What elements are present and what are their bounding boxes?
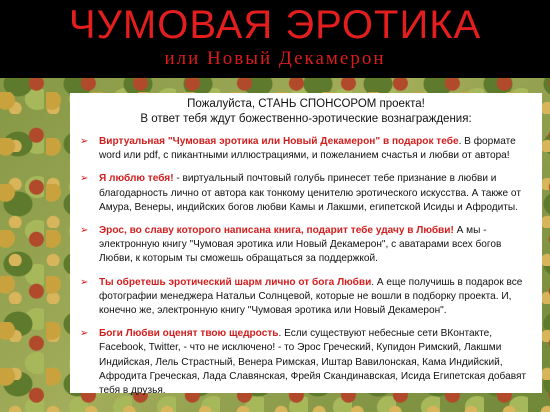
- reward-item-4: [80, 276, 536, 319]
- reward-highlight: Эрос, во славу которого написана книга, подарит тебе удачу в Любви!: [99, 225, 454, 237]
- header-banner: [0, 0, 550, 78]
- bullet-arrow-icon: ➢: [80, 328, 89, 340]
- reward-item-1: [80, 135, 536, 163]
- reward-highlight: Я люблю тебя!: [99, 173, 174, 185]
- content-panel: [70, 93, 542, 397]
- reward-highlight: Боги Любви оценят твою щедрость: [99, 328, 279, 340]
- reward-text: А мы - электронную книгу "Чумовая эротика или Новый Декамерон", с аватарами всех богов Любви, к которым ты сможешь обращаться за поддержкой.: [99, 225, 502, 265]
- reward-list: [80, 135, 536, 407]
- reward-item-2: [80, 172, 536, 215]
- reward-highlight: Виртуальная "Чумовая эротика или Новый Декамерон" в подарок тебе: [99, 136, 459, 147]
- reward-highlight: Ты обретешь эротический шарм лично от бога Любви: [99, 276, 372, 288]
- intro-line-2: В ответ тебя ждут божественно-эротические вознаграждения:: [140, 113, 472, 125]
- bullet-arrow-icon: ➢: [80, 136, 89, 147]
- intro-line-1: Пожалуйста, СТАНЬ СПОНСОРОМ проекта!: [187, 98, 425, 110]
- reward-text: - виртуальный почтовый голубь принесет тебе признание в любви и благодарность лично от автора как тонкому ценителю эротического искусства. А также от Амура, Венеры, индийских богов любви Камы и Лакшми, египетской Исиды и Афродиты.: [99, 173, 521, 213]
- reward-text: . В формате word или pdf, с пикантными иллюстрациями, и пожеланием счастья и любви от автора!: [99, 136, 516, 162]
- reward-item-5: [80, 327, 536, 398]
- reward-item-3: [80, 224, 536, 267]
- bullet-arrow-icon: ➢: [80, 225, 89, 237]
- reward-text: . Если существуют небесные сети ВКонтакте, Facebook, Twitter, - что не исключено! - то Эрос Греческий, Купидон Римский, Лакшми Индийская, Лель Страстный, Венера Римская, Иштар Вавилонская, Кама Индийский, Афродита Греческая, Лада Славянская, Фрейя Скандинавская, Исида Египетская добавят тебя в друзья.: [99, 328, 527, 397]
- slide-subtitle: или Новый Декамерон: [164, 48, 386, 69]
- slide-title: ЧУМОВАЯ ЭРОТИКА: [68, 3, 482, 47]
- bullet-arrow-icon: ➢: [80, 276, 89, 288]
- intro-text: [70, 97, 542, 127]
- bullet-arrow-icon: ➢: [80, 173, 89, 185]
- reward-text: . А еще получишь в подарок все фотографии менеджера Натальи Солнцевой, которые не вошли в подборку проекта. И, конечно же, электронную книгу "Чумовая эротика или Новый Декамерон".: [99, 276, 523, 317]
